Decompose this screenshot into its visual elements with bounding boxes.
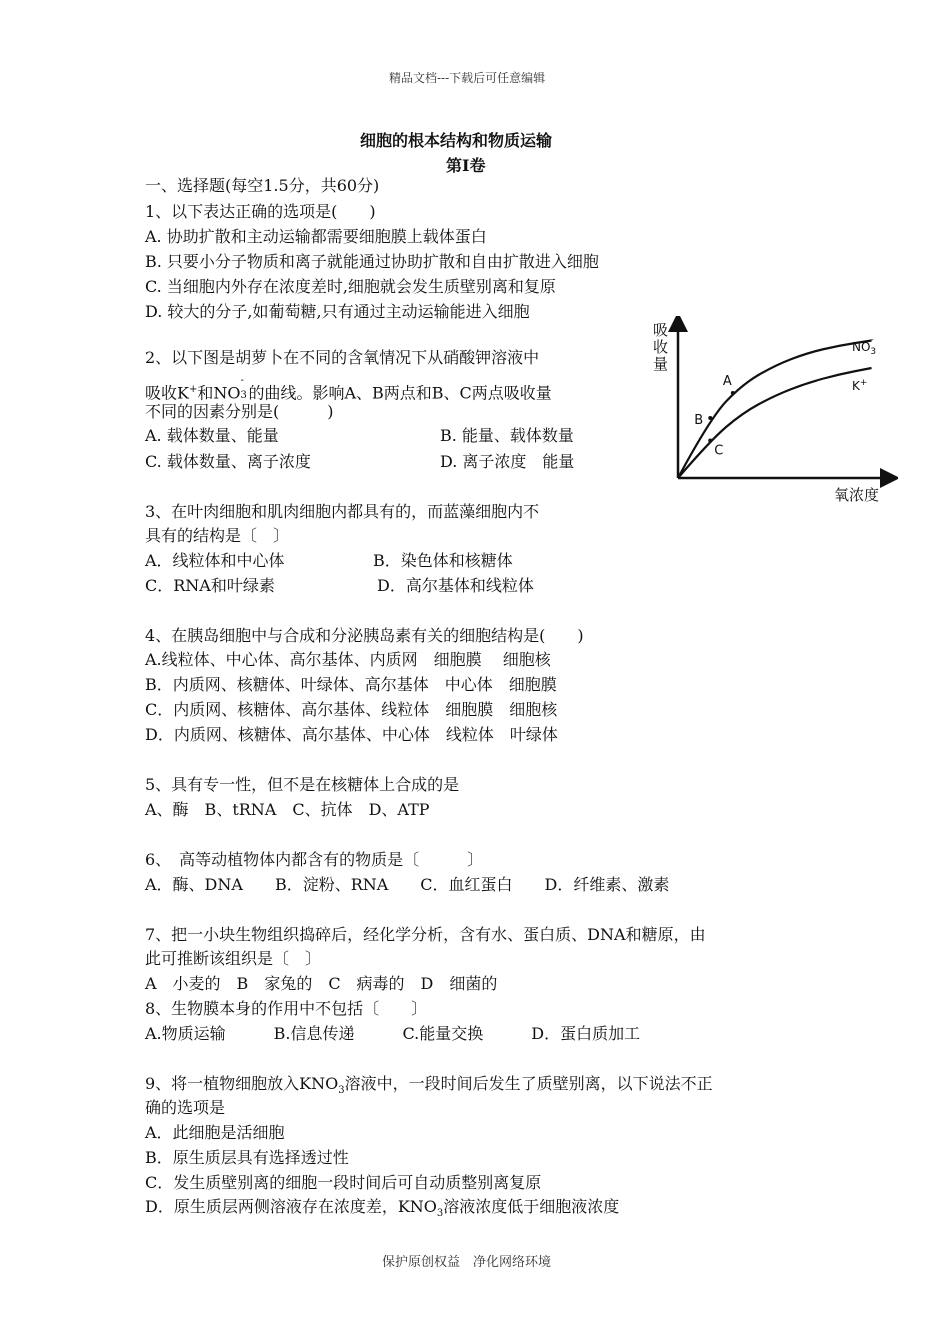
legend-k: [852, 378, 867, 393]
point-label-c: C: [714, 443, 724, 459]
question-9-text: D．原生质层两侧溶液存在浓度差，KNO: [145, 1197, 437, 1216]
legend-no3-sup: -: [870, 335, 874, 345]
legend-no3-sub: 3: [870, 347, 877, 357]
question-3-option-a: A．线粒体和中心体: [145, 551, 285, 570]
question-7-options: A 小麦的 B 家兔的 C 病毒的 D 细菌的: [145, 974, 498, 993]
question-9-line-2: 确的选项是: [145, 1098, 226, 1117]
question-1-option-d: D. 较大的分子,如葡萄糖,只有通过主动运输能进入细胞: [145, 302, 530, 321]
legend-k-sup: +: [859, 378, 868, 388]
subscript: 3: [240, 390, 247, 402]
series-line-k: [678, 368, 872, 478]
question-2-option-a: A. 载体数量、能量: [145, 426, 279, 445]
question-9-option-d: [145, 1197, 619, 1224]
question-2-line-3: 不同的因素分别是( ): [145, 402, 334, 421]
question-1: 1、以下表达正确的选项是( ): [145, 202, 376, 221]
question-9-text: 溶液中，一段时间后发生了质壁别离，以下说法不正: [344, 1074, 713, 1093]
page-footer: 保护原创权益 净化网络环境: [382, 1255, 552, 1270]
superscript: -: [240, 375, 244, 387]
question-2-line-1: 2、以下图是胡萝卜在不同的含氧情况下从硝酸钾溶液中: [145, 348, 540, 367]
question-8-options: A.物质运输 B.信息传递 C.能量交换 D．蛋白质加工: [145, 1024, 641, 1043]
question-1-option-a: A. 协助扩散和主动运输都需要细胞膜上载体蛋白: [145, 227, 487, 246]
superscript: +: [188, 384, 198, 395]
question-3-option-c: C．RNA和叶绿素: [145, 576, 275, 595]
question-2-text: 和NO: [197, 383, 241, 403]
question-1-option-b: B. 只要小分子物质和离子就能通过协助扩散和自由扩散进入细胞: [145, 252, 599, 271]
question-3-option-b: B．染色体和核糖体: [373, 551, 513, 570]
document-title: 细胞的根本结构和物质运输: [360, 131, 553, 150]
question-9-line-1: [145, 1074, 713, 1101]
question-7-line-1: 7、把一小块生物组织捣碎后，经化学分析，含有水、蛋白质、DNA和糖原，由: [145, 925, 706, 944]
page-header: 精品文档---下载后可任意编辑: [389, 71, 546, 85]
question-4: 4、在胰岛细胞中与合成和分泌胰岛素有关的细胞结构是( ): [145, 626, 584, 645]
question-7-line-2: 此可推断该组织是〔 〕: [145, 949, 322, 968]
question-9-text: 9、将一植物细胞放入KNO: [145, 1074, 339, 1093]
question-2-text: 吸收K: [145, 383, 189, 403]
question-6: 6、 高等动植物体内都含有的物质是〔 〕: [145, 850, 484, 869]
question-2-option-c: C. 载体数量、离子浓度: [145, 452, 311, 471]
document-subtitle: 第Ⅰ卷: [446, 156, 486, 175]
point-c: [708, 439, 712, 443]
question-3-option-d: D．高尔基体和线粒体: [377, 576, 534, 595]
point-a: [731, 391, 735, 395]
question-8: 8、生物膜本身的作用中不包括〔 〕: [145, 999, 428, 1018]
question-9-option-a: A．此细胞是活细胞: [145, 1123, 285, 1142]
question-3-line-2: 具有的结构是〔 〕: [145, 526, 290, 545]
question-4-option-d: D．内质网、核糖体、高尔基体、中心体 线粒体 叶绿体: [145, 725, 558, 744]
legend-k-text: K: [852, 379, 860, 393]
subscript: 3: [436, 1208, 444, 1220]
question-4-option-a: A.线粒体、中心体、高尔基体、内质网 细胞膜 细胞核: [145, 650, 551, 669]
question-5-options: A、酶 B、tRNA C、抗体 D、ATP: [145, 800, 430, 819]
question-9-text: 溶液浓度低于细胞液浓度: [443, 1197, 620, 1216]
chart-y-axis-label: 吸收量: [653, 321, 669, 373]
question-2-text: 的曲线。影响A、B两点和B、C两点吸收量: [248, 383, 552, 403]
question-5: 5、具有专一性，但不是在核糖体上合成的是: [145, 775, 460, 794]
legend-no3: [852, 335, 877, 357]
subscript: 3: [338, 1085, 345, 1097]
question-3-line-1: 3、在叶肉细胞和肌肉细胞内都具有的，而蓝藻细胞内不: [145, 502, 540, 521]
point-b: [708, 416, 712, 420]
question-4-option-c: C．内质网、核糖体、高尔基体、线粒体 细胞膜 细胞核: [145, 700, 558, 719]
point-label-a: A: [722, 374, 732, 389]
question-4-option-b: B．内质网、核糖体、叶绿体、高尔基体 中心体 细胞膜: [145, 675, 557, 694]
chart-x-axis-label: 氧浓度: [834, 486, 880, 504]
question-2-option-b: B. 能量、载体数量: [440, 426, 574, 445]
question-2-option-d: D. 离子浓度 能量: [440, 452, 575, 471]
series-line-no3: [678, 341, 872, 479]
question-9-option-b: B．原生质层具有选择透过性: [145, 1148, 349, 1167]
section-heading: 一、选择题(每空1.5分，共60分): [145, 176, 380, 195]
point-label-b: B: [694, 413, 704, 428]
question-6-options: A．酶、DNA B．淀粉、RNA C．血红蛋白 D．纤维素、激素: [145, 875, 670, 894]
legend-no3-text: NO: [852, 340, 871, 354]
question-1-option-c: C. 当细胞内外存在浓度差时,细胞就会发生质壁别离和复原: [145, 277, 556, 296]
question-9-option-c: C．发生质壁别离的细胞一段时间后可自动质整别离复原: [145, 1173, 542, 1192]
